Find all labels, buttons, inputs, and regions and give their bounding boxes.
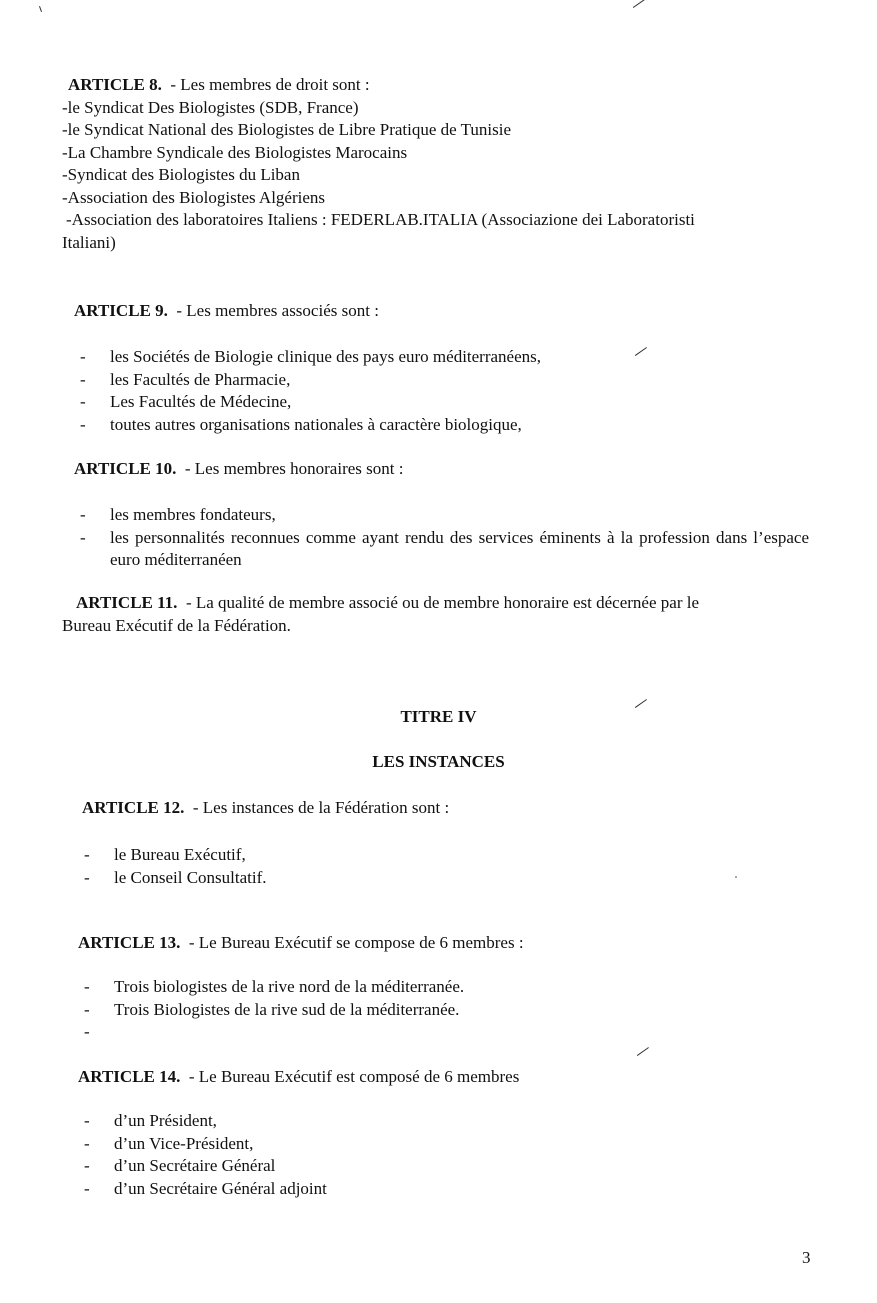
list-item: - Trois Biologistes de la rive sud de la méditerranée. [84, 999, 460, 1019]
article-intro: - Le Bureau Exécutif se compose de 6 membres : [188, 933, 524, 952]
margin-check-mark [637, 1047, 649, 1056]
article-11 [62, 592, 812, 637]
list-item: - d’un Président, [84, 1111, 217, 1130]
article-intro: - Les membres associés sont : [176, 301, 379, 320]
article-14-heading [78, 1066, 808, 1089]
list-item: - d’un Secrétaire Général [84, 1156, 276, 1175]
article-intro: - Les membres honoraires sont : [184, 459, 404, 478]
list-item: - le Bureau Exécutif, [84, 845, 246, 864]
member-line: -Syndicat des Biologistes du Liban [62, 165, 300, 184]
article-8-heading [62, 74, 822, 97]
list-item: - Trois biologistes de la rive nord de la méditerranée. [84, 977, 465, 996]
member-line: Italiani) [62, 232, 116, 252]
scan-speck [735, 876, 737, 878]
article-label: ARTICLE 13. [78, 933, 181, 952]
list-item: - toutes autres organisations nationales à caractère biologique, [80, 414, 522, 434]
list-item: - les personnalités reconnues comme ayant rendu des services éminents à la profession dans l’espace euro méditerranéen [80, 527, 809, 569]
article-label: ARTICLE 11. [76, 593, 178, 612]
member-line: -le Syndicat Des Biologistes (SDB, France) [62, 97, 359, 117]
article-continuation: Bureau Exécutif de la Fédération. [62, 615, 291, 635]
article-label: ARTICLE 9. [74, 301, 168, 320]
article-9-heading [74, 300, 814, 323]
scan-mark [633, 0, 645, 8]
article-intro: - La qualité de membre associé ou de membre honoraire est décernée par le [185, 593, 700, 612]
article-10-list [80, 504, 809, 572]
article-12-heading [82, 797, 812, 820]
article-9-list [80, 346, 815, 436]
member-line: -La Chambre Syndicale des Biologistes Marocains [62, 142, 408, 162]
article-label: ARTICLE 8. [68, 75, 162, 94]
article-12-list [84, 844, 804, 889]
article-10-heading [74, 458, 814, 481]
article-8 [62, 74, 822, 254]
article-14-list [84, 1110, 804, 1200]
member-line: -le Syndicat National des Biologistes de Libre Pratique de Tunisie [62, 120, 512, 139]
article-label: ARTICLE 10. [74, 459, 177, 478]
article-label: ARTICLE 14. [78, 1067, 181, 1086]
list-item: - d’un Vice-Président, [84, 1133, 254, 1153]
scan-mark [39, 6, 42, 12]
list-item: - d’un Secrétaire Général adjoint [84, 1178, 327, 1198]
list-item: - les Sociétés de Biologie clinique des pays euro méditerranéens, [80, 347, 542, 366]
list-item: - le Conseil Consultatif. [84, 867, 267, 887]
article-13-heading [78, 932, 808, 955]
list-item: - Les Facultés de Médecine, [80, 392, 292, 411]
section-title: TITRE IV [400, 707, 477, 726]
member-line: -Association des laboratoires Italiens : FEDERLAB.ITALIA (Associazione dei Laboratoristi [66, 210, 695, 229]
page-number: 3 [802, 1248, 811, 1267]
article-label: ARTICLE 12. [82, 798, 185, 817]
member-line: -Association des Biologistes Algériens [62, 187, 326, 207]
article-intro: - Les membres de droit sont : [170, 75, 370, 94]
article-intro: - Le Bureau Exécutif est composé de 6 membres [188, 1067, 520, 1086]
article-13-list: - Trois biologistes de la rive nord de la méditerranée. - Trois Biologistes de la rive sud de la méditerranée. - [84, 976, 804, 1021]
section-subtitle: LES INSTANCES [372, 752, 505, 771]
article-intro: - Les instances de la Fédération sont : [192, 798, 450, 817]
list-item: - les membres fondateurs, [80, 505, 276, 524]
list-item: - les Facultés de Pharmacie, [80, 369, 291, 389]
